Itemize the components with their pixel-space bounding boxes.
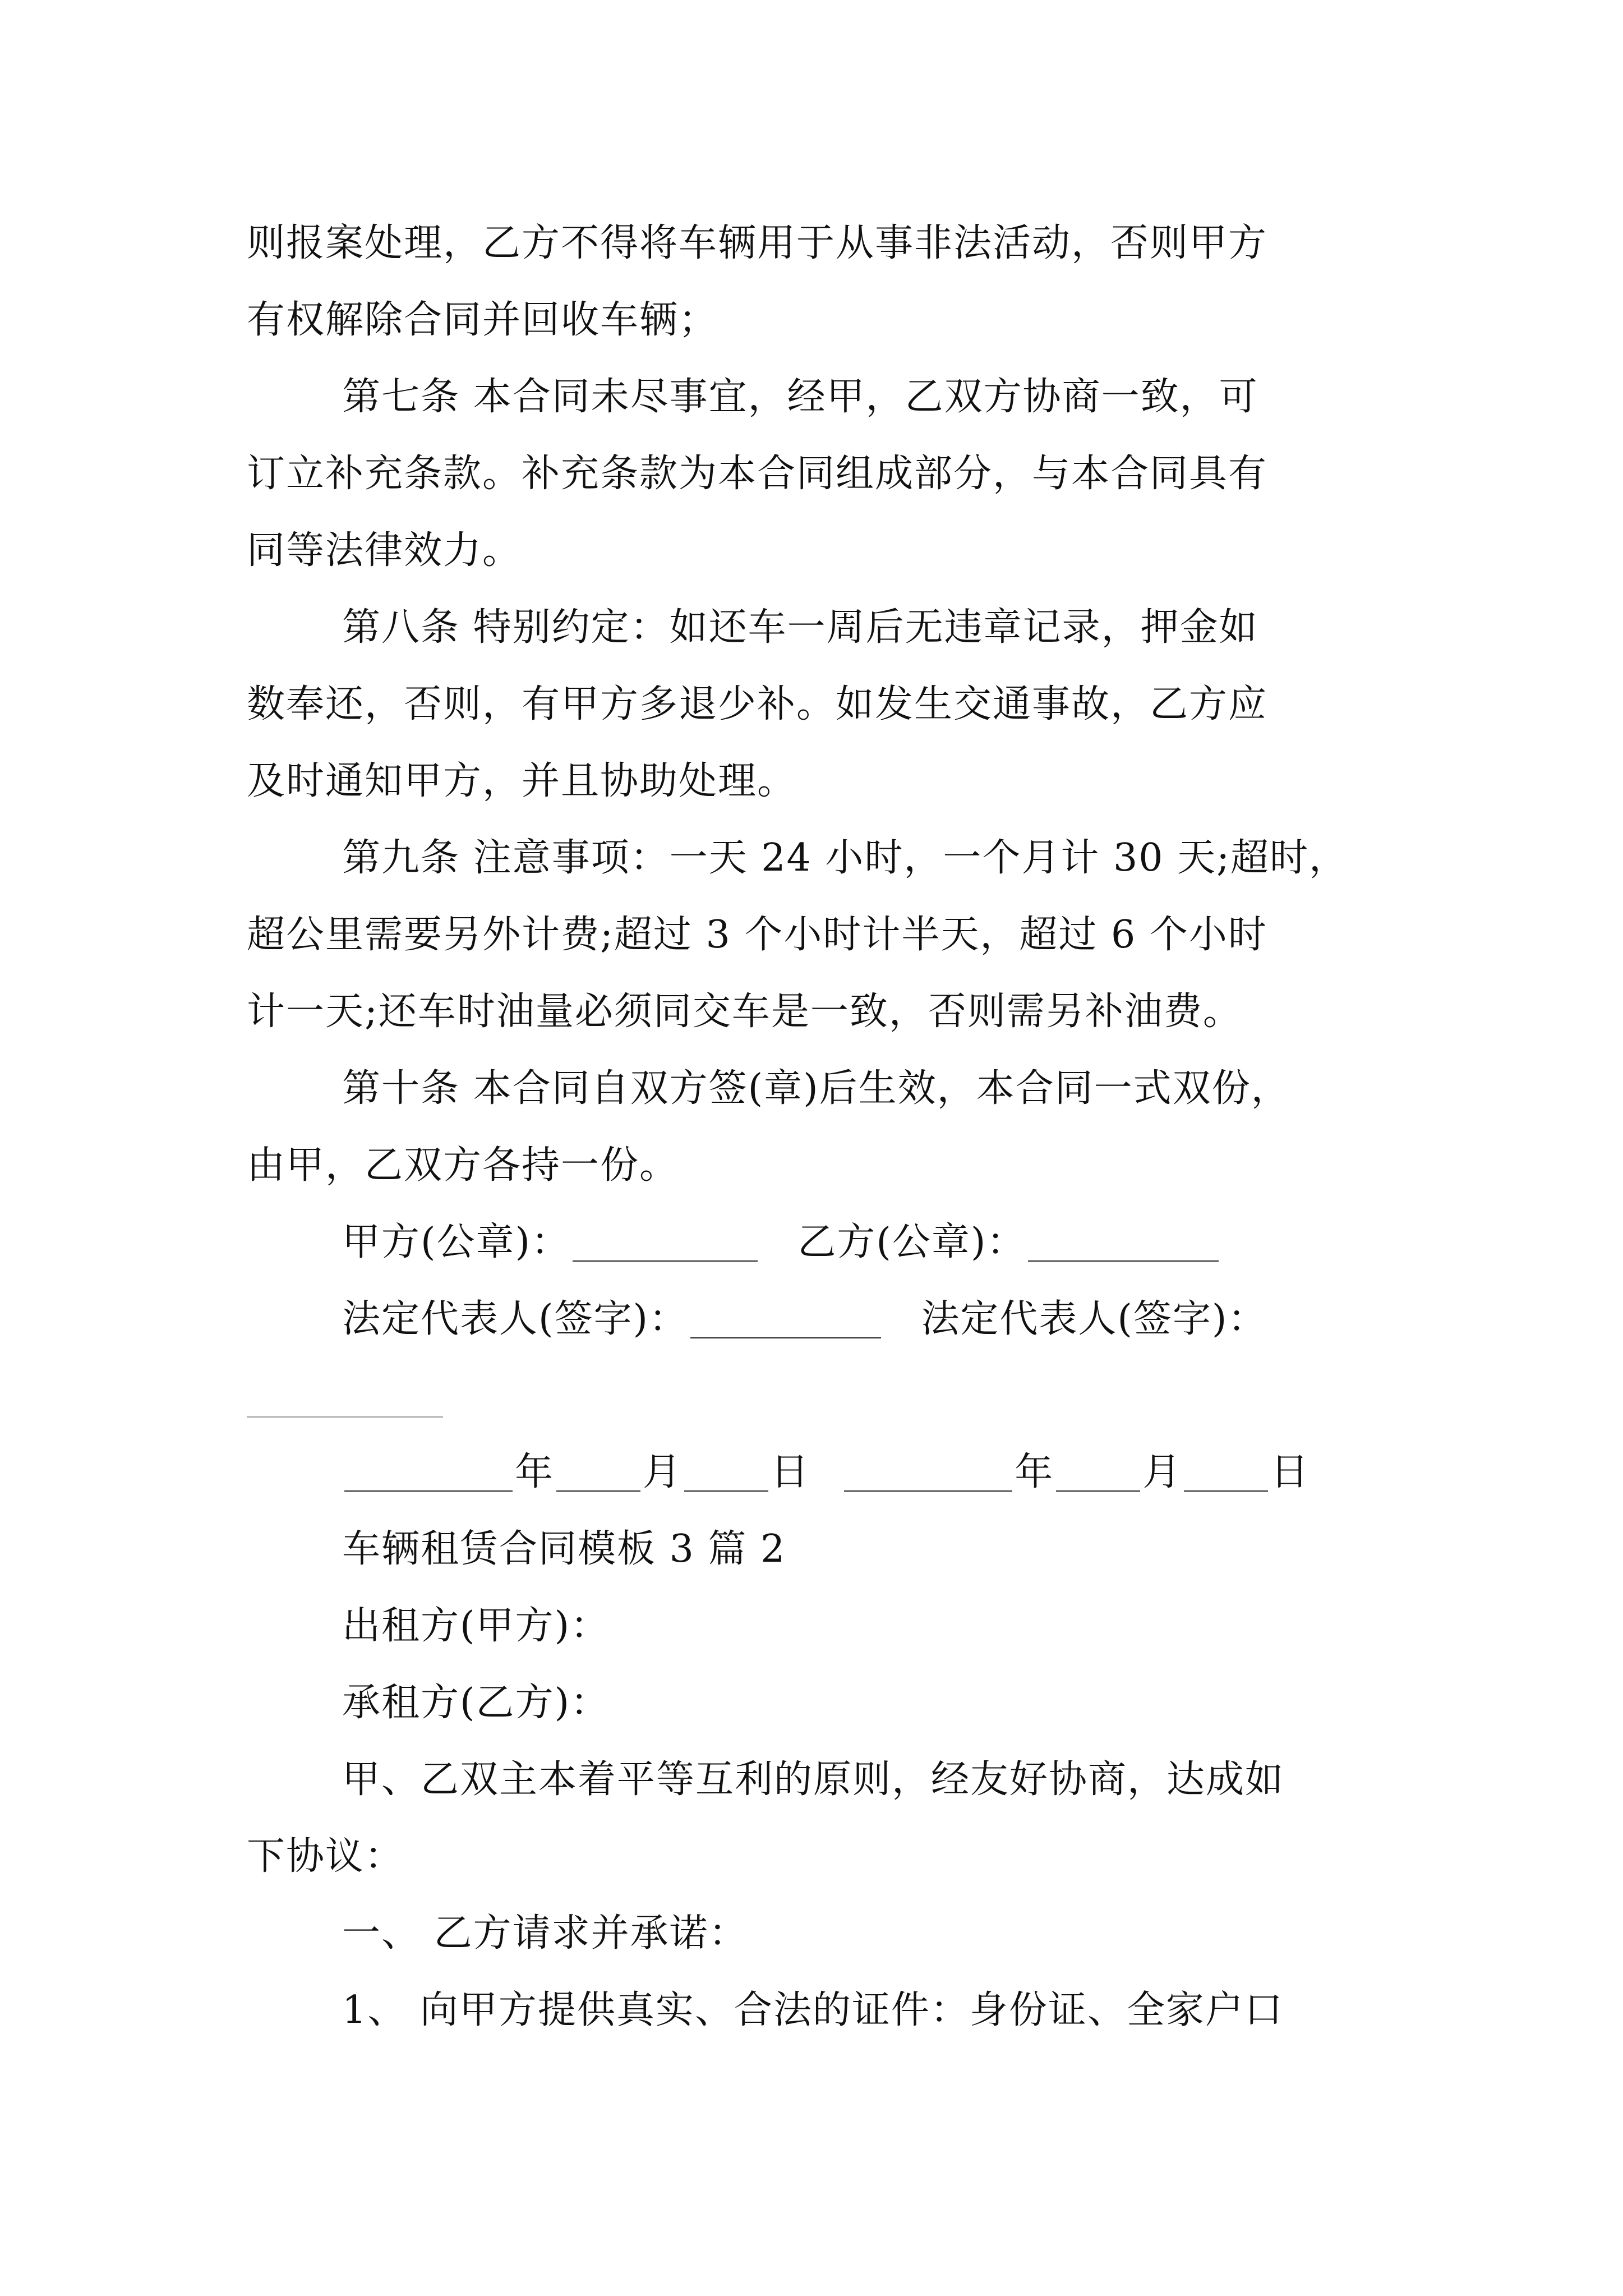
- rep-b-blank: [247, 1416, 443, 1418]
- section-title: 车辆租赁合同模板 3 篇 2: [342, 1527, 786, 1571]
- month-a-blank: [556, 1457, 640, 1492]
- year-b-blank: [844, 1457, 1012, 1492]
- day-label: 日: [771, 1450, 810, 1494]
- rep-b-label: 法定代表人(签字)：: [921, 1297, 1267, 1341]
- article-8-heading: 第八条 特别约定：如还车一周后无违章记录，押金如: [342, 605, 1258, 650]
- text-line: 下协议：: [247, 1834, 404, 1879]
- text-line: 及时通知甲方，并且协助处理。: [247, 759, 797, 803]
- rep-a-blank: [690, 1304, 881, 1338]
- month-label: 月: [643, 1450, 683, 1494]
- text-line: 同等法律效力。: [247, 528, 522, 573]
- party-a-seal-blank: [573, 1227, 758, 1262]
- party-a-seal-label: 甲方(公章)：: [342, 1220, 571, 1264]
- year-label: 年: [1015, 1450, 1054, 1494]
- text-line: 数奉还，否则，有甲方多退少补。如发生交通事故，乙方应: [247, 682, 1268, 726]
- text-line: 则报案处理，乙方不得将车辆用于从事非法活动，否则甲方: [247, 221, 1268, 265]
- text-line: 计一天;还车时油量必须同交车是一致，否则需另补油费。: [247, 990, 1242, 1034]
- day-b-blank: [1184, 1457, 1268, 1492]
- text-line: 订立补充条款。补充条款为本合同组成部分，与本合同具有: [247, 452, 1268, 496]
- lessor-line: 出租方(甲方)：: [342, 1604, 610, 1648]
- year-label: 年: [515, 1450, 555, 1494]
- article-9-heading: 第九条 注意事项：一天 24 小时，一个月计 30 天;超时，: [342, 836, 1349, 880]
- article-7-heading: 第七条 本合同未尽事宜，经甲，乙双方协商一致，可: [342, 375, 1258, 419]
- text-line: 超公里需要另外计费;超过 3 个小时计半天，超过 6 个小时: [247, 913, 1267, 957]
- clause-heading: 一、 乙方请求并承诺：: [342, 1911, 748, 1955]
- lessee-line: 承租方(乙方)：: [342, 1681, 610, 1725]
- party-b-seal-label: 乙方(公章)：: [797, 1220, 1026, 1264]
- month-label: 月: [1142, 1450, 1182, 1494]
- rep-a-label: 法定代表人(签字)：: [342, 1297, 689, 1341]
- year-a-blank: [344, 1457, 513, 1492]
- text-line: 由甲，乙双方各持一份。: [247, 1143, 679, 1188]
- seal-line: [342, 1220, 1221, 1264]
- representative-line: [342, 1297, 1267, 1341]
- month-b-blank: [1056, 1457, 1140, 1492]
- day-label: 日: [1270, 1450, 1310, 1494]
- list-item: 1、 向甲方提供真实、合法的证件：身份证、全家户口: [342, 1988, 1284, 2032]
- party-b-seal-blank: [1028, 1227, 1219, 1262]
- date-line: [342, 1450, 1310, 1494]
- text-line: 甲、乙双主本着平等互利的原则，经友好协商，达成如: [342, 1757, 1285, 1802]
- text-line: 有权解除合同并回收车辆；: [247, 298, 718, 342]
- day-a-blank: [684, 1457, 768, 1492]
- article-10-heading: 第十条 本合同自双方签(章)后生效，本合同一式双份，: [342, 1066, 1290, 1111]
